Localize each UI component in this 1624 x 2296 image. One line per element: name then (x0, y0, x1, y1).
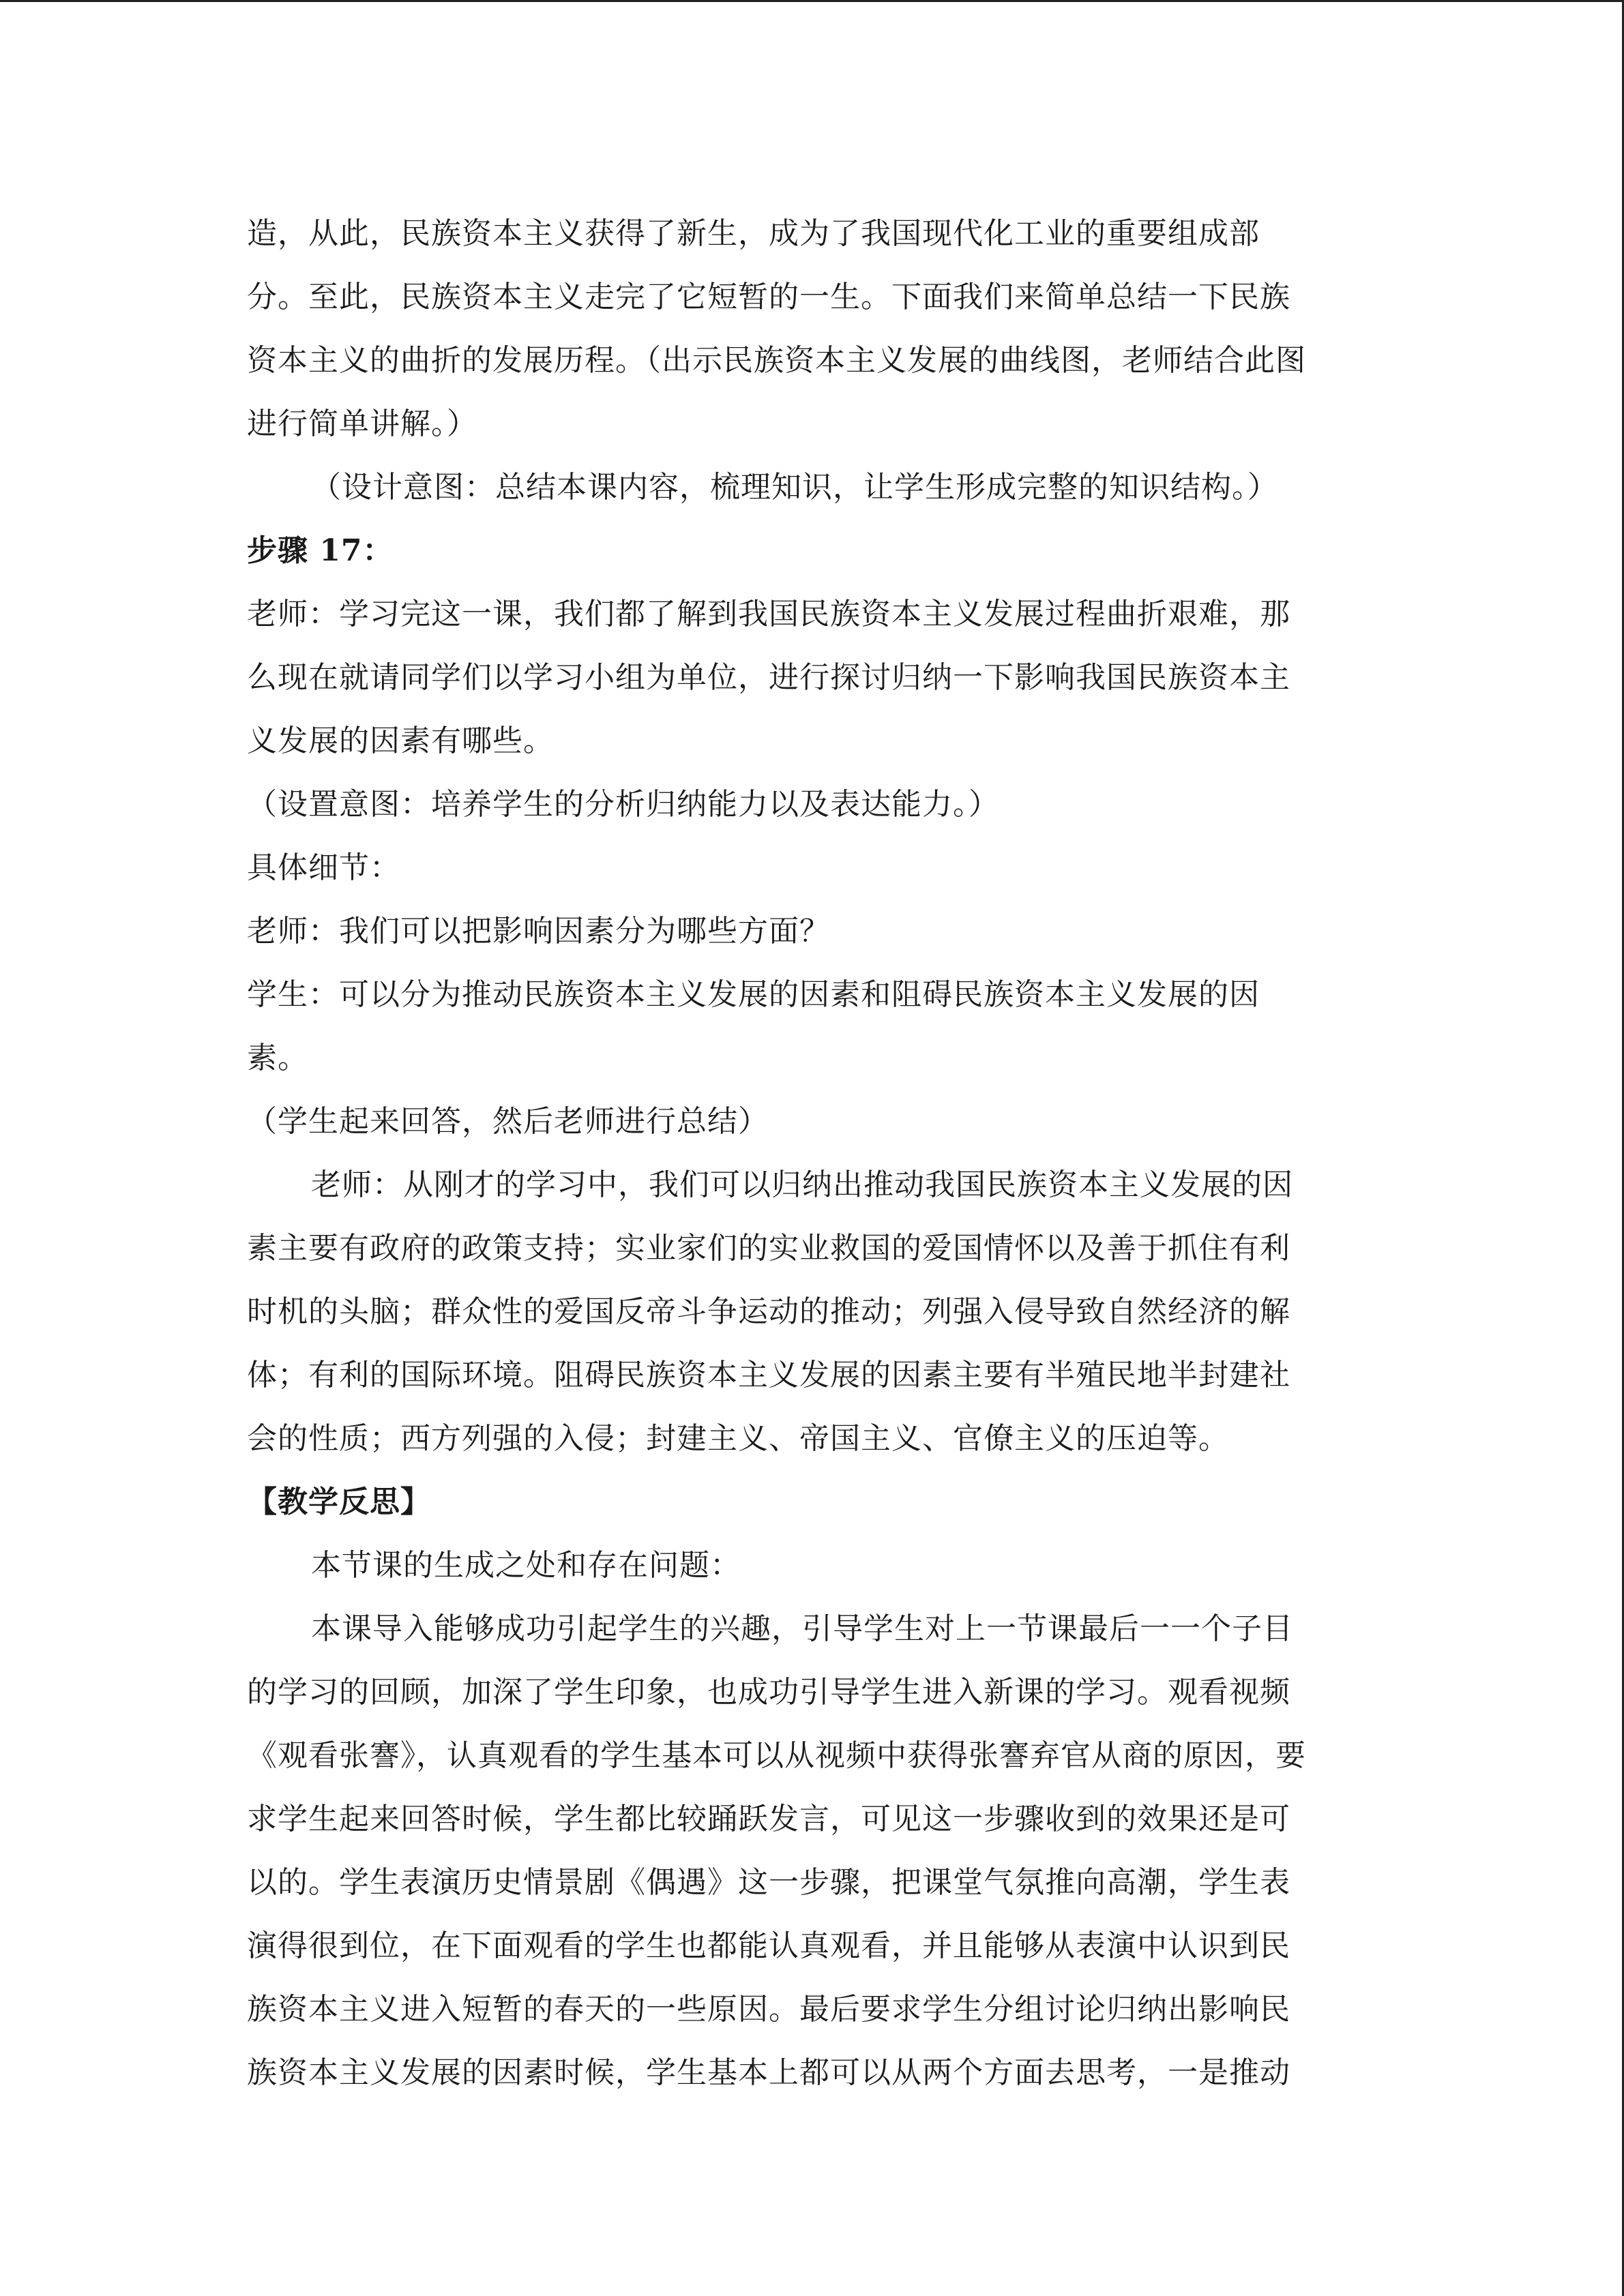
text-line: 老师：学习完这一课，我们都了解到我国民族资本主义发展过程曲折艰难，那 (247, 597, 1290, 631)
text-line: 时机的头脑；群众性的爱国反帝斗争运动的推动；列强入侵导致自然经济的解 (247, 1294, 1290, 1329)
document-body (247, 202, 1379, 2104)
text-line: 分。至此，民族资本主义走完了它短暂的一生。下面我们来简单总结一下民族 (247, 280, 1290, 314)
design-intent-note: （设置意图：培养学生的分析归纳能力以及表达能力。） (247, 787, 999, 822)
text-line: 老师：从刚才的学习中，我们可以归纳出推动我国民族资本主义发展的因 (311, 1167, 1293, 1202)
page-top-border (0, 0, 1624, 2)
text-line: 本课导入能够成功引起学生的兴趣，引导学生对上一节课最后一一个子目 (311, 1611, 1293, 1646)
step-heading: 步骤 17： (247, 533, 394, 568)
text-line: 以的。学生表演历史情景剧《偶遇》这一步骤，把课堂气氛推向高潮，学生表 (247, 1865, 1290, 1900)
text-line: 素主要有政府的政策支持；实业家们的实业救国的爱国情怀以及善于抓住有利 (247, 1231, 1290, 1266)
text-line: 义发展的因素有哪些。 (247, 724, 554, 758)
text-line: 老师：我们可以把影响因素分为哪些方面？ (247, 914, 830, 949)
text-line: 具体细节： (247, 850, 400, 885)
section-heading: 【教学反思】 (247, 1485, 431, 1519)
text-line: 族资本主义进入短暂的春天的一些原因。最后要求学生分组讨论归纳出影响民 (247, 1992, 1290, 2027)
text-line: 《观看张謇》，认真观看的学生基本可以从视频中获得张謇弃官从商的原因，要 (247, 1738, 1306, 1773)
text-line: 的学习的回顾，加深了学生印象，也成功引导学生进入新课的学习。观看视频 (247, 1675, 1290, 1710)
text-line: 会的性质；西方列强的入侵；封建主义、帝国主义、官僚主义的压迫等。 (247, 1421, 1229, 1456)
text-line: 造，从此，民族资本主义获得了新生，成为了我国现代化工业的重要组成部 (247, 216, 1260, 251)
text-line: 体；有利的国际环境。阻碍民族资本主义发展的因素主要有半殖民地半封建社 (247, 1358, 1290, 1392)
text-line: （学生起来回答，然后老师进行总结） (247, 1104, 769, 1139)
text-line: 资本主义的曲折的发展历程。（出示民族资本主义发展的曲线图，老师结合此图 (247, 343, 1306, 378)
text-line: 进行简单讲解。） (247, 406, 477, 441)
text-line: 学生：可以分为推动民族资本主义发展的因素和阻碍民族资本主义发展的因 (247, 977, 1260, 1012)
design-intent-note: （设计意图：总结本课内容，梳理知识，让学生形成完整的知识结构。） (311, 470, 1278, 505)
text-line: 素。 (247, 1041, 308, 1075)
text-line: 族资本主义发展的因素时候，学生基本上都可以从两个方面去思考，一是推动 (247, 2055, 1290, 2090)
text-line: 么现在就请同学们以学习小组为单位，进行探讨归纳一下影响我国民族资本主 (247, 660, 1290, 695)
text-line: 本节课的生成之处和存在问题： (311, 1548, 741, 1583)
text-line: 演得很到位，在下面观看的学生也都能认真观看，并且能够从表演中认识到民 (247, 1928, 1290, 1963)
text-line: 求学生起来回答时候，学生都比较踊跃发言，可见这一步骤收到的效果还是可 (247, 1802, 1290, 1836)
